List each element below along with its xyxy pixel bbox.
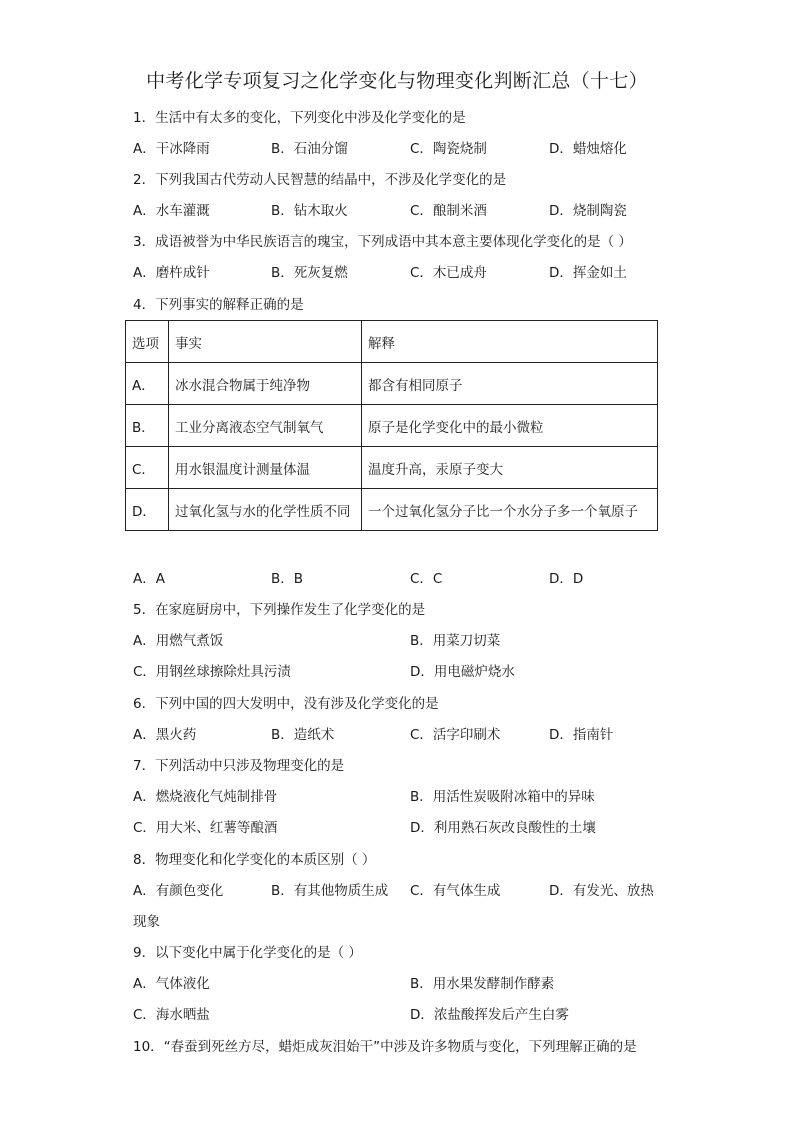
q2-option-a: A．水车灌溉 [133,203,210,219]
table-cell: B． [126,405,169,447]
question-4-stem: 4．下列事实的解释正确的是 [133,297,304,313]
table-header-cell: 事实 [169,321,362,363]
q8-option-d: D．有发光、放热 [549,883,654,899]
q9-option-a: A．气体液化 [133,976,210,992]
table-row [126,363,658,405]
question-7-stem: 7．下列活动中只涉及物理变化的是 [133,758,345,774]
table-cell: A． [126,363,169,405]
table-cell: D． [126,489,169,531]
table-cell: 用水银温度计测量体温 [169,447,362,489]
q1-option-a: A．干冰降雨 [133,141,210,157]
table-row [126,489,658,531]
table-cell: 冰水混合物属于纯净物 [169,363,362,405]
table-cell: 一个过氧化氢分子比一个水分子多一个氧原子 [362,489,658,531]
table-cell: 温度升高，汞原子变大 [362,447,658,489]
page-title: 中考化学专项复习之化学变化与物理变化判断汇总（十七） [146,70,648,92]
q5-option-b: B．用菜刀切菜 [410,633,501,649]
q3-option-d: D．挥金如土 [549,265,627,281]
question-2-stem: 2．下列我国古代劳动人民智慧的结晶中，不涉及化学变化的是 [133,172,507,188]
q5-option-c: C．用钢丝球擦除灶具污渍 [133,664,291,680]
question-8-stem: 8．物理变化和化学变化的本质区别（ ） [133,852,376,868]
q1-option-c: C．陶瓷烧制 [410,141,487,157]
q2-option-b: B．钻木取火 [271,203,348,219]
q3-option-a: A．磨杵成针 [133,265,210,281]
q6-option-d: D．指南针 [549,727,614,743]
q2-option-c: C．酿制米酒 [410,203,487,219]
q2-option-d: D．烧制陶瓷 [549,203,627,219]
q4-option-d: D．D [549,571,584,587]
q4-option-c: C．C [410,571,443,587]
q5-option-d: D．用电磁炉烧水 [410,664,515,680]
table-header-cell: 解释 [362,321,658,363]
question-3-stem: 3．成语被誉为中华民族语言的瑰宝，下列成语中其本意主要体现化学变化的是（ ） [133,234,632,250]
q6-option-b: B．造纸术 [271,727,335,743]
q5-option-a: A．用燃气煮饭 [133,633,224,649]
q6-option-a: A．黑火药 [133,727,197,743]
q8-option-c: C．有气体生成 [410,883,501,899]
q1-option-d: D．蜡烛熔化 [549,141,627,157]
question-10-stem: 10．“春蚕到死丝方尽，蜡炬成灰泪始干”中涉及许多物质与变化，下列理解正确的是 [133,1039,637,1055]
q7-option-a: A．燃烧液化气炖制排骨 [133,789,278,805]
table-cell: 工业分离液态空气制氧气 [169,405,362,447]
q4-option-b: B．B [271,571,304,587]
question-6-stem: 6．下列中国的四大发明中，没有涉及化学变化的是 [133,696,439,712]
table-header-cell: 选项 [126,321,169,363]
question-5-stem: 5．在家庭厨房中，下列操作发生了化学变化的是 [133,602,426,618]
table-header-row [126,321,658,363]
q8-option-a: A．有颜色变化 [133,883,224,899]
q8-option-d-continuation: 现象 [133,914,160,930]
table-cell: 原子是化学变化中的最小微粒 [362,405,658,447]
table-cell: C． [126,447,169,489]
q9-option-b: B．用水果发酵制作酵素 [410,976,555,992]
q6-option-c: C．活字印刷术 [410,727,501,743]
q7-option-c: C．用大米、红薯等酿酒 [133,820,278,836]
table-row [126,447,658,489]
q4-option-a: A．A [133,571,165,587]
q9-option-c: C．海水晒盐 [133,1007,210,1023]
q7-option-b: B．用活性炭吸附冰箱中的异味 [410,789,595,805]
q1-option-b: B．石油分馏 [271,141,348,157]
q9-option-d: D．浓盐酸挥发后产生白雾 [410,1007,569,1023]
q3-option-b: B．死灰复燃 [271,265,348,281]
q3-option-c: C．木已成舟 [410,265,487,281]
question-9-stem: 9．以下变化中属于化学变化的是（ ） [133,945,362,961]
table-row [126,405,658,447]
question-1-stem: 1．生活中有太多的变化，下列变化中涉及化学变化的是 [133,110,466,126]
table-cell: 都含有相同原子 [362,363,658,405]
facts-table [125,320,658,531]
q7-option-d: D．利用熟石灰改良酸性的土壤 [410,820,596,836]
table-cell: 过氧化氢与水的化学性质不同 [169,489,362,531]
q8-option-b: B．有其他物质生成 [271,883,389,899]
